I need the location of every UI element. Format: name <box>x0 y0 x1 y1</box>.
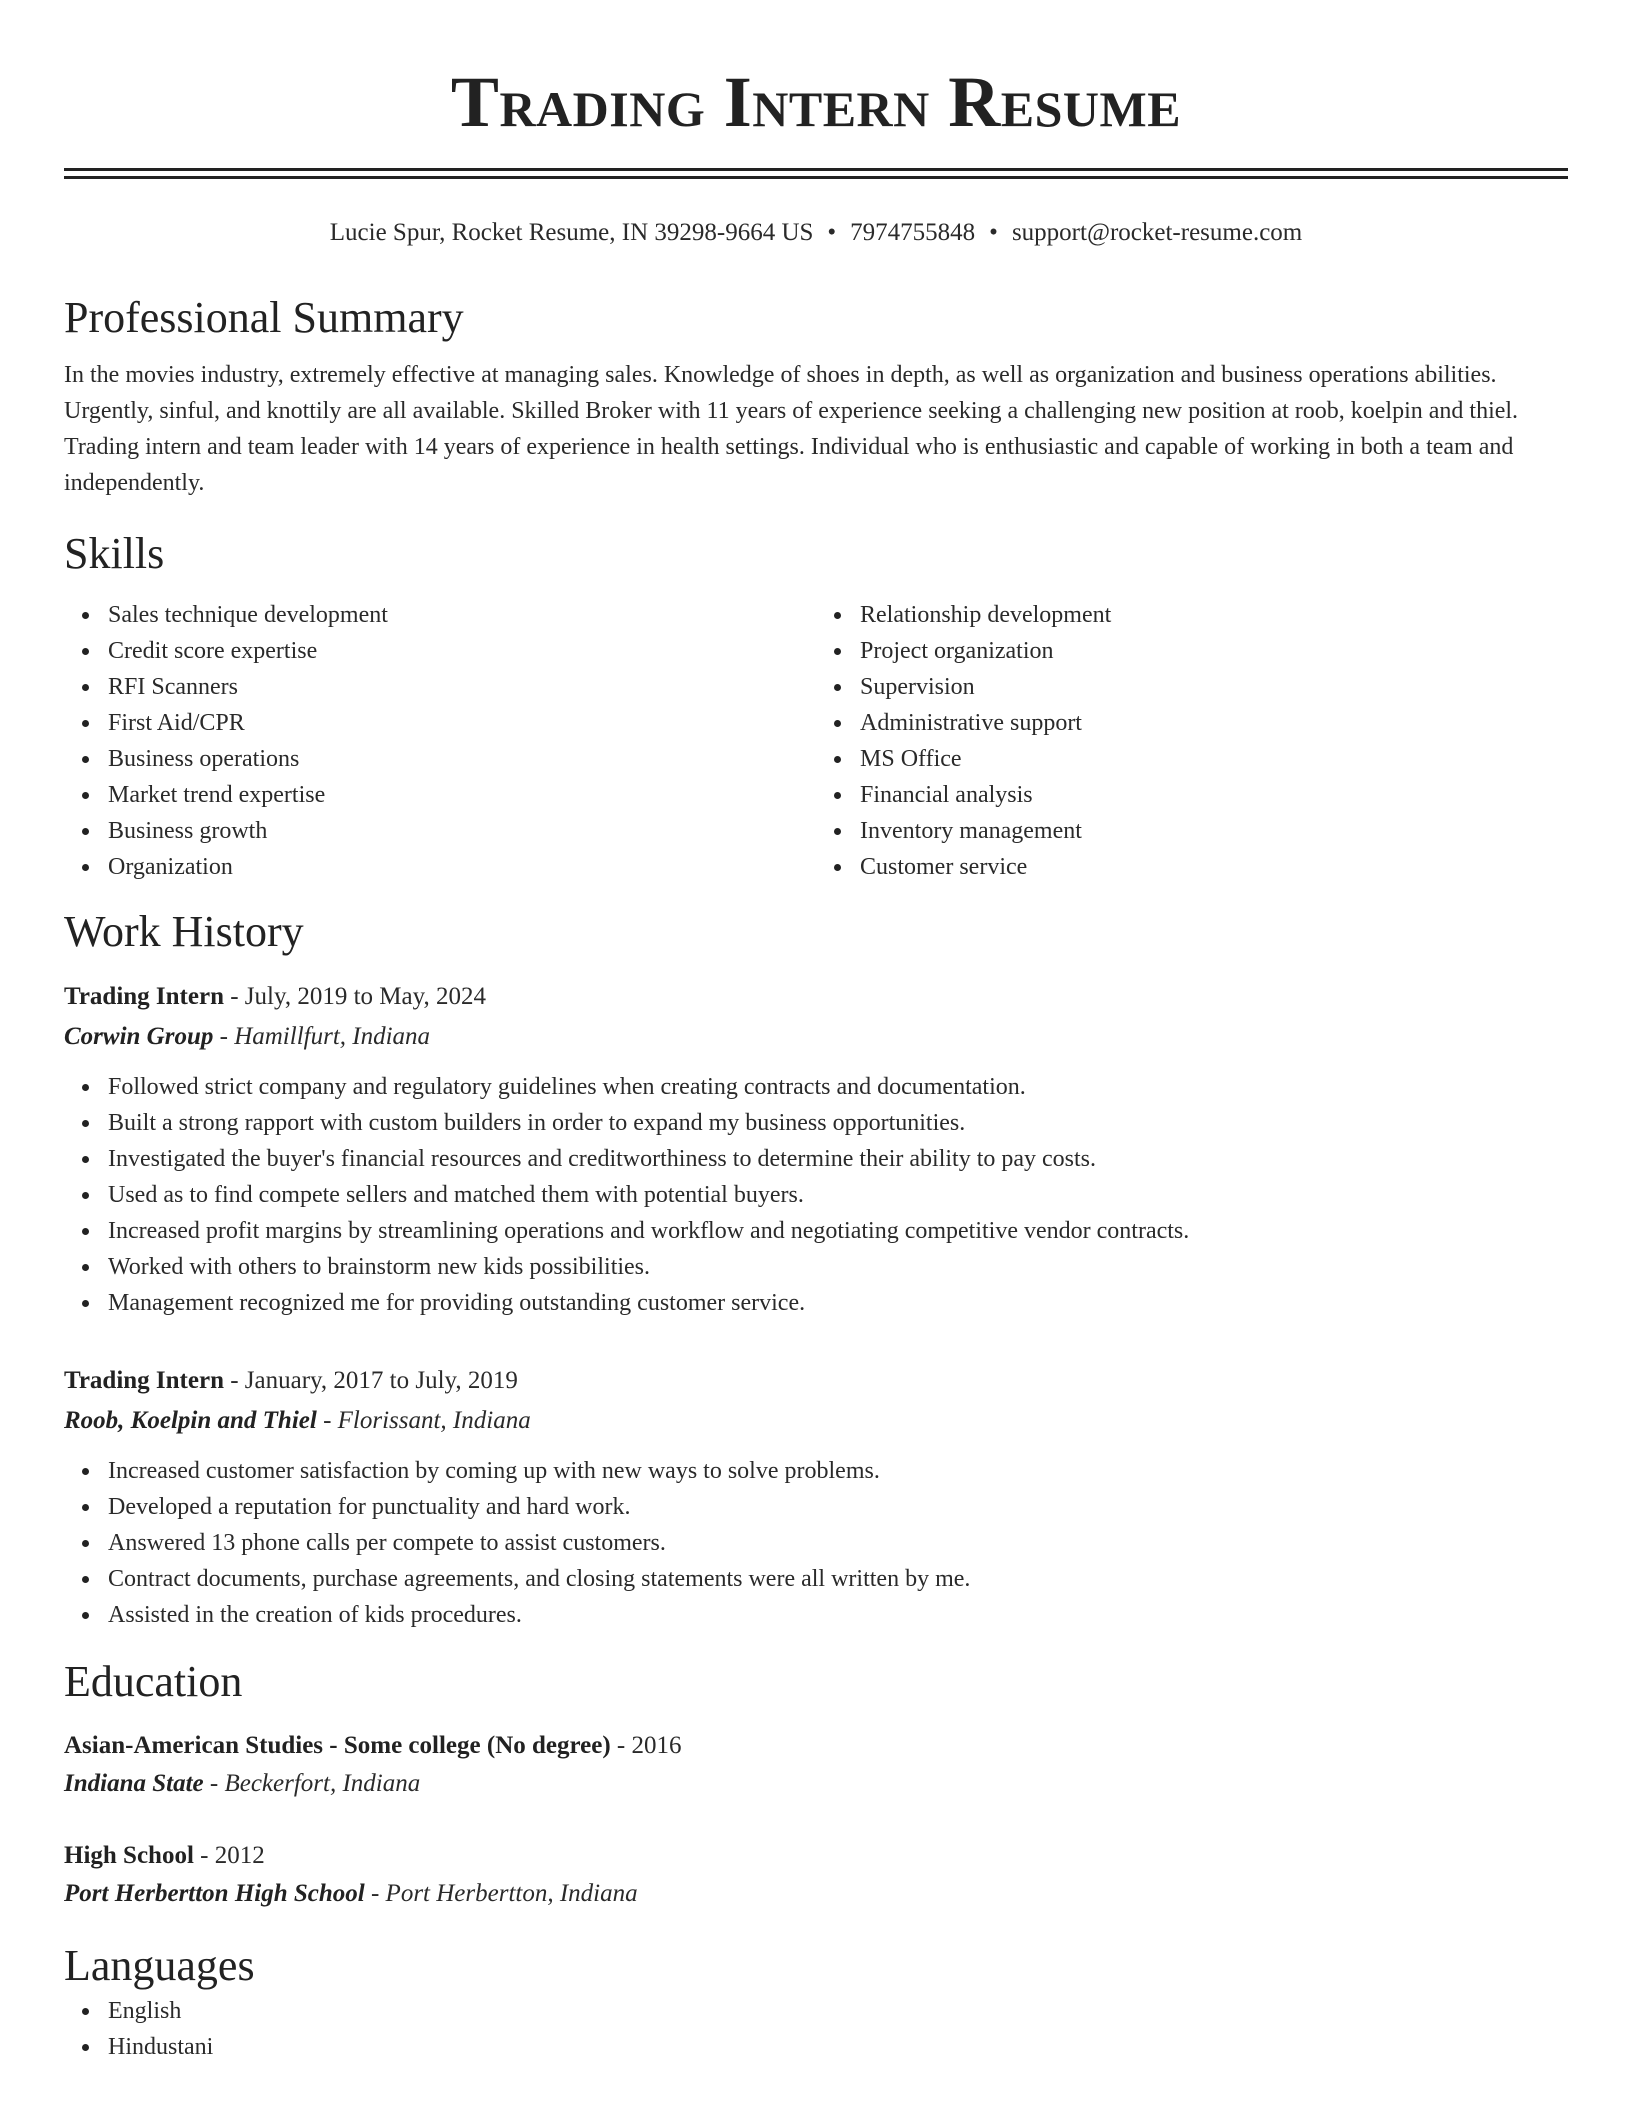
summary-heading: Professional Summary <box>64 293 464 342</box>
education-heading: Education <box>64 1657 243 1706</box>
education-location: - Port Herbertton, Indiana <box>364 1880 638 1907</box>
language-item: English <box>108 1993 1568 2029</box>
education-school-line <box>64 1875 1568 1913</box>
skill-item: Financial analysis <box>860 777 1568 813</box>
skill-item: Market trend expertise <box>108 777 816 813</box>
job-title-line <box>64 1361 1568 1401</box>
job-duty: Investigated the buyer's financial resources and creditworthiness to determine their ability to pay costs. <box>108 1141 1568 1177</box>
contact-line <box>64 215 1568 251</box>
job-duties-list <box>64 1069 1568 1321</box>
contact-email: support@rocket-resume.com <box>1011 219 1303 246</box>
skill-item: Sales technique development <box>108 597 816 633</box>
education-school-line <box>64 1765 1568 1803</box>
job-duty: Built a strong rapport with custom builders in order to expand my business opportunities. <box>108 1105 1568 1141</box>
education-degree-line <box>64 1837 1568 1875</box>
contact-address: Lucie Spur, Rocket Resume, IN 39298-9664 US <box>329 219 814 246</box>
job-location: - Hamillfurt, Indiana <box>213 1023 431 1050</box>
skill-item: Administrative support <box>860 705 1568 741</box>
contact-phone: 7974755848 <box>850 219 976 246</box>
job-title: Trading Intern <box>64 1367 224 1394</box>
job-duty: Assisted in the creation of kids procedures. <box>108 1597 1568 1633</box>
skills-column-right <box>816 597 1568 885</box>
languages-heading: Languages <box>64 1941 255 1990</box>
resume-title: Trading Intern Resume <box>450 62 1182 142</box>
skill-item: MS Office <box>860 741 1568 777</box>
contact-separator: • <box>989 219 998 246</box>
job-company-line <box>64 1401 1568 1441</box>
job-duties-list <box>64 1453 1568 1633</box>
job-duty: Management recognized me for providing outstanding customer service. <box>108 1285 1568 1321</box>
job-duty: Worked with others to brainstorm new kids possibilities. <box>108 1249 1568 1285</box>
language-item: Hindustani <box>108 2029 1568 2065</box>
job-dates: - July, 2019 to May, 2024 <box>223 983 487 1010</box>
education-entry <box>64 1837 1568 1913</box>
work-history-heading: Work History <box>64 907 304 956</box>
languages-list <box>64 1993 1568 2065</box>
education-entry <box>64 1727 1568 1803</box>
skill-item: Credit score expertise <box>108 633 816 669</box>
education-school: Port Herbertton High School <box>64 1880 365 1907</box>
job-entry <box>64 977 1568 1321</box>
skill-item: Relationship development <box>860 597 1568 633</box>
skills-column-left <box>64 597 816 885</box>
job-company-line <box>64 1017 1568 1057</box>
skills-list <box>64 597 1568 885</box>
skill-item: Project organization <box>860 633 1568 669</box>
education-degree: Asian-American Studies - Some college (No degree) <box>64 1732 611 1759</box>
education-location: - Beckerfort, Indiana <box>203 1770 421 1797</box>
job-dates: - January, 2017 to July, 2019 <box>223 1367 518 1394</box>
skill-item: Organization <box>108 849 816 885</box>
title-divider <box>64 168 1568 179</box>
job-duty: Contract documents, purchase agreements, and closing statements were all written by me. <box>108 1561 1568 1597</box>
job-duty: Followed strict company and regulatory guidelines when creating contracts and documentation. <box>108 1069 1568 1105</box>
job-duty: Answered 13 phone calls per compete to assist customers. <box>108 1525 1568 1561</box>
skill-item: Supervision <box>860 669 1568 705</box>
summary-text: In the movies industry, extremely effective at managing sales. Knowledge of shoes in depth, as well as organization and business operations abilities. Urgently, sinful, and knottily are all available. Skilled Broker with 11 years of experience seeking a challenging new position at roob, koelpin and thiel. Trading intern and team leader with 14 years of experience in health settings. Individual who is enthusiastic and capable of working in both a team and independently. <box>64 362 1519 496</box>
education-school: Indiana State <box>64 1770 204 1797</box>
skill-item: Business growth <box>108 813 816 849</box>
education-year: - 2012 <box>193 1842 265 1869</box>
skills-heading: Skills <box>64 529 165 578</box>
skill-item: First Aid/CPR <box>108 705 816 741</box>
contact-separator: • <box>827 219 837 246</box>
job-duty: Increased customer satisfaction by coming up with new ways to solve problems. <box>108 1453 1568 1489</box>
job-duty: Developed a reputation for punctuality and hard work. <box>108 1489 1568 1525</box>
skill-item: RFI Scanners <box>108 669 816 705</box>
job-duty: Used as to find compete sellers and matched them with potential buyers. <box>108 1177 1568 1213</box>
job-title-line <box>64 977 1568 1017</box>
job-location: - Florissant, Indiana <box>316 1407 531 1434</box>
education-degree-line <box>64 1727 1568 1765</box>
job-company: Corwin Group <box>64 1023 214 1050</box>
job-entry <box>64 1361 1568 1633</box>
job-company: Roob, Koelpin and Thiel <box>64 1407 317 1434</box>
skill-item: Business operations <box>108 741 816 777</box>
skill-item: Inventory management <box>860 813 1568 849</box>
job-title: Trading Intern <box>64 983 224 1010</box>
education-degree: High School <box>64 1842 194 1869</box>
skill-item: Customer service <box>860 849 1568 885</box>
job-duty: Increased profit margins by streamlining operations and workflow and negotiating competitive vendor contracts. <box>108 1213 1568 1249</box>
education-year: - 2016 <box>610 1732 682 1759</box>
